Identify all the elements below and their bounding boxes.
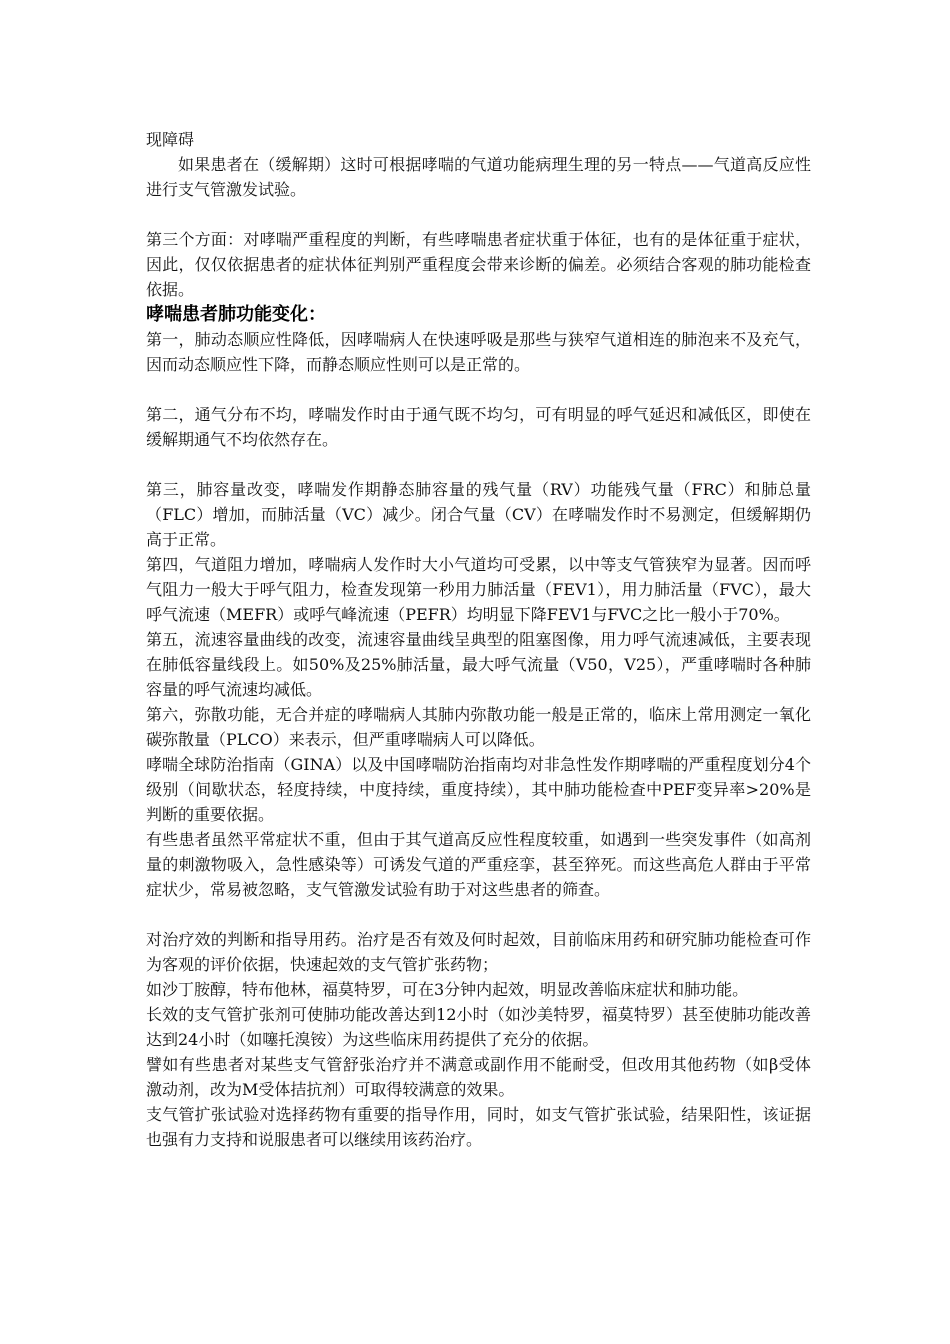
paragraph-gina: 哮喘全球防治指南（GINA）以及中国哮喘防治指南均对非急性发作期哮喘的严重程度划分4个级别（间歇状态，轻度持续，中度持续，重度持续），其中肺功能检查中PEF变异率>20%是判断的重要依据。	[146, 755, 811, 824]
paragraph-spacer	[146, 902, 811, 927]
document-body	[146, 127, 811, 1152]
paragraph-continuation: 现障碍	[146, 130, 195, 149]
paragraph-spacer	[146, 452, 811, 477]
paragraph-diffusion: 第六，弥散功能，无合并症的哮喘病人其肺内弥散功能一般是正常的，临床上常用测定一氧化碳弥散量（PLCO）来表示，但严重哮喘病人可以降低。	[146, 705, 811, 749]
paragraph-long-acting-drugs: 长效的支气管扩张剂可使肺功能改善达到12小时（如沙美特罗，福莫特罗）甚至使肺功能改善达到24小时（如噻托溴铵）为这些临床用药提供了充分的依据。	[146, 1005, 811, 1049]
paragraph-alternative-drugs: 譬如有些患者对某些支气管舒张治疗并不满意或副作用不能耐受，但改用其他药物（如β受体激动剂，改为M受体拮抗剂）可取得较满意的效果。	[146, 1055, 811, 1099]
paragraph-severity-judgement: 第三个方面：对哮喘严重程度的判断，有些哮喘患者症状重于体征，也有的是体征重于症状，因此，仅仅依据患者的症状体征判别严重程度会带来诊断的偏差。必须结合客观的肺功能检查依据。	[146, 230, 811, 299]
paragraph-bronchodilation-test: 支气管扩张试验对选择药物有重要的指导作用，同时，如支气管扩张试验，结果阳性，该证据也强有力支持和说服患者可以继续用该药治疗。	[146, 1105, 811, 1149]
paragraph-airway-resistance: 第四，气道阻力增加，哮喘病人发作时大小气道均可受累，以中等支气管狭窄为显著。因而呼气阻力一般大于呼气阻力，检查发现第一秒用力肺活量（FEV1），用力肺活量（FVC），最大呼气流速（MEFR）或呼气峰流速（PEFR）均明显下降FEV1与FVC之比一般小于70%。	[146, 555, 811, 624]
paragraph-remission-test: 如果患者在（缓解期）这时可根据哮喘的气道功能病理生理的另一特点——气道高反应性进行支气管激发试验。	[146, 155, 811, 199]
paragraph-compliance: 第一，肺动态顺应性降低，因哮喘病人在快速呼吸是那些与狭窄气道相连的肺泡来不及充气，因而动态顺应性下降，而静态顺应性则可以是正常的。	[146, 330, 811, 374]
paragraph-flow-volume-curve: 第五，流速容量曲线的改变，流速容量曲线呈典型的阻塞图像，用力呼气流速减低，主要表现在肺低容量线段上。如50%及25%肺活量，最大呼气流量（V50，V25），严重哮喘时各种肺容量的呼气流速均减低。	[146, 630, 811, 699]
section-heading: 哮喘患者肺功能变化：	[146, 304, 326, 325]
paragraph-high-risk: 有些患者虽然平常症状不重，但由于其气道高反应性程度较重，如遇到一些突发事件（如高剂量的刺激物吸入，急性感染等）可诱发气道的严重痉挛，甚至猝死。而这些高危人群由于平常症状少，常易被忽略，支气管激发试验有助于对这些患者的筛查。	[146, 830, 811, 899]
paragraph-spacer	[146, 377, 811, 402]
paragraph-ventilation: 第二，通气分布不均，哮喘发作时由于通气既不均匀，可有明显的呼气延迟和减低区，即使在缓解期通气不均依然存在。	[146, 405, 811, 449]
paragraph-lung-volume: 第三，肺容量改变，哮喘发作期静态肺容量的残气量（RV）功能残气量（FRC）和肺总量（FLC）增加，而肺活量（VC）减少。闭合气量（CV）在哮喘发作时不易测定，但缓解期仍高于正常。	[146, 480, 811, 549]
paragraph-fast-acting-drugs: 如沙丁胺醇，特布他林，福莫特罗，可在3分钟内起效，明显改善临床症状和肺功能。	[146, 980, 749, 999]
paragraph-spacer	[146, 202, 811, 227]
paragraph-treatment-judgement: 对治疗效的判断和指导用药。治疗是否有效及何时起效，目前临床用药和研究肺功能检查可作为客观的评价依据，快速起效的支气管扩张药物；	[146, 930, 811, 974]
